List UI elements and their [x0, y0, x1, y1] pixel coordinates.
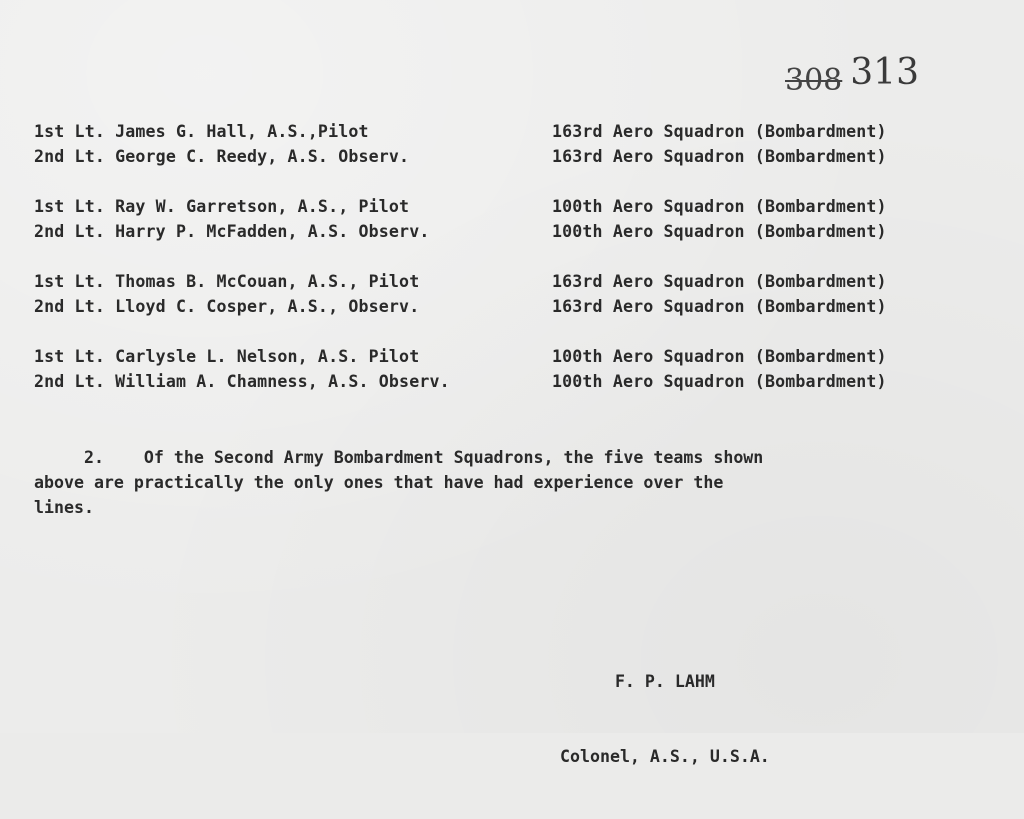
- paragraph-line: above are practically the only ones that have had experience over the: [34, 473, 724, 492]
- current-page-number: 313: [850, 52, 919, 93]
- crew-team: [34, 344, 887, 394]
- unit-entry: 163rd Aero Squadron (Bombardment): [552, 272, 887, 291]
- officer-entry: 1st Lt. Ray W. Garretson, A.S., Pilot: [34, 197, 410, 216]
- roster-row: [34, 269, 887, 294]
- body-paragraph: [34, 445, 974, 520]
- roster-row: [34, 344, 887, 369]
- unit-entry: 100th Aero Squadron (Bombardment): [552, 347, 887, 366]
- unit-entry: 100th Aero Squadron (Bombardment): [552, 222, 887, 241]
- officer-entry: 2nd Lt. William A. Chamness, A.S. Observ.: [34, 372, 450, 391]
- page-number: [785, 52, 919, 98]
- officer-entry: 1st Lt. Carlysle L. Nelson, A.S. Pilot: [34, 347, 420, 366]
- roster-row: [34, 144, 887, 169]
- crew-team: [34, 269, 887, 319]
- roster-row: [34, 194, 887, 219]
- officer-entry: 2nd Lt. Lloyd C. Cosper, A.S., Observ.: [34, 297, 420, 316]
- unit-entry: 163rd Aero Squadron (Bombardment): [552, 297, 887, 316]
- unit-entry: 100th Aero Squadron (Bombardment): [552, 372, 887, 391]
- unit-entry: 163rd Aero Squadron (Bombardment): [552, 147, 887, 166]
- struck-page-number: 308: [785, 63, 843, 98]
- crew-roster: [34, 119, 887, 419]
- officer-entry: 1st Lt. Thomas B. McCouan, A.S., Pilot: [34, 272, 420, 291]
- signature-block: [560, 619, 770, 819]
- paragraph-line: 2. Of the Second Army Bombardment Squadrons, the five teams shown: [34, 448, 764, 467]
- signatory-title: Colonel, A.S., U.S.A.: [560, 747, 770, 766]
- roster-row: [34, 219, 887, 244]
- crew-team: [34, 119, 887, 169]
- signatory-name: F. P. LAHM: [614, 672, 715, 691]
- crew-team: [34, 194, 887, 244]
- roster-row: [34, 119, 887, 144]
- roster-row: [34, 294, 887, 319]
- unit-entry: 100th Aero Squadron (Bombardment): [552, 197, 887, 216]
- officer-entry: 2nd Lt. Harry P. McFadden, A.S. Observ.: [34, 222, 430, 241]
- officer-entry: 2nd Lt. George C. Reedy, A.S. Observ.: [34, 147, 410, 166]
- unit-entry: 163rd Aero Squadron (Bombardment): [552, 122, 887, 141]
- officer-entry: 1st Lt. James G. Hall, A.S.,Pilot: [34, 122, 369, 141]
- roster-row: [34, 369, 887, 394]
- paragraph-line: lines.: [34, 498, 94, 517]
